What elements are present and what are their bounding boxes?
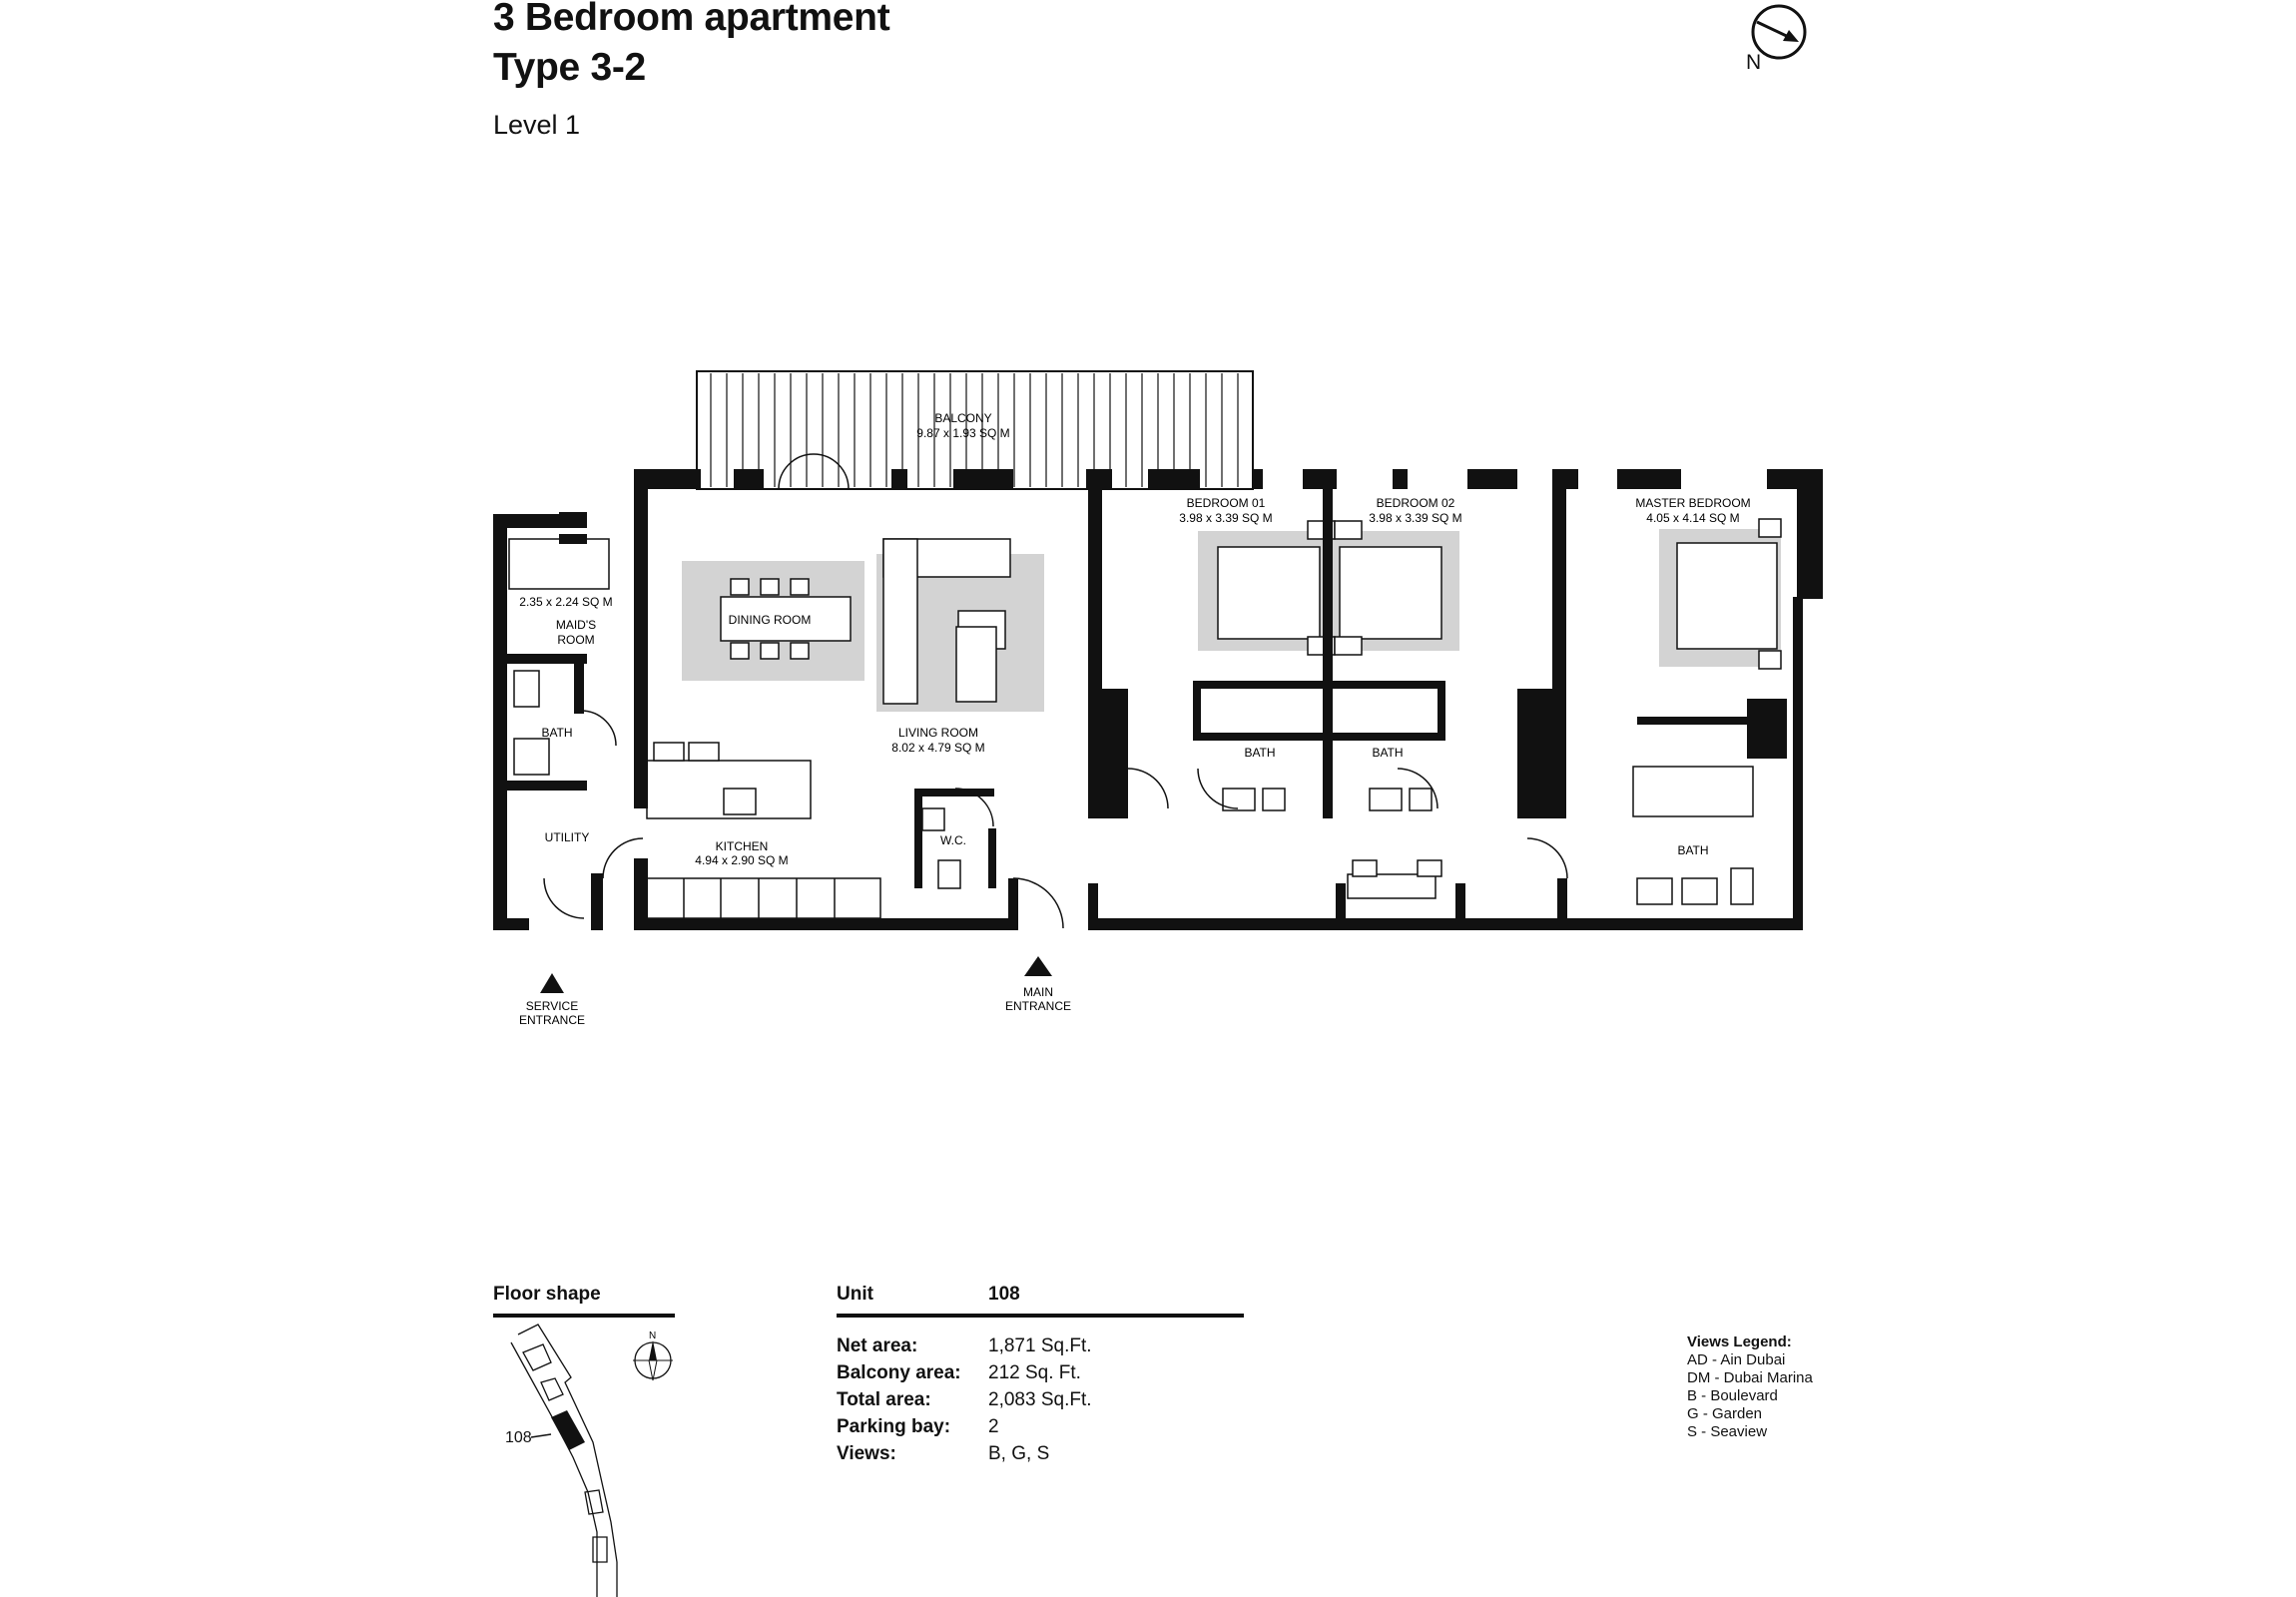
balcony-area-value: 212 Sq. Ft. (988, 1362, 1081, 1383)
service-entrance-arrow-icon (540, 973, 564, 993)
floor-shape-diagram (493, 1323, 693, 1597)
wc-label: W.C. (940, 833, 966, 847)
master-label: MASTER BEDROOM (1635, 496, 1751, 510)
bedroom2-label: BEDROOM 02 (1376, 496, 1455, 510)
utility-label: UTILITY (544, 830, 590, 844)
unit-info-table (837, 1335, 1256, 1470)
unit-info-row-balcony (837, 1362, 1256, 1389)
main-entrance-label-2: ENTRANCE (1004, 999, 1072, 1013)
views-legend-item: AD - Ain Dubai (1687, 1351, 1786, 1368)
level-label: Level 1 (493, 110, 581, 140)
unit-info-row-net (837, 1335, 1256, 1362)
floor-shape-unit-label: 108 (505, 1429, 532, 1446)
floor-shape-compass-icon (633, 1331, 673, 1380)
kitchen-label: KITCHEN (715, 839, 769, 853)
unit-info-row-total (837, 1389, 1256, 1416)
parking-bay-key: Parking bay: (837, 1416, 951, 1437)
unit-info-row-views (837, 1443, 1256, 1470)
views-legend-item: DM - Dubai Marina (1687, 1369, 1813, 1386)
walls (493, 469, 1823, 930)
bedroom1-size: 3.98 x 3.39 SQ M (1179, 511, 1273, 525)
parking-bay-value: 2 (988, 1416, 999, 1437)
living-label: LIVING ROOM (897, 726, 979, 740)
balcony-label: BALCONY (934, 411, 992, 425)
unit-key: Unit (837, 1284, 873, 1305)
bath2-label: BATH (1372, 746, 1404, 760)
north-label: N (1746, 51, 1762, 74)
unit-info-rule (837, 1314, 1244, 1318)
total-area-key: Total area: (837, 1389, 931, 1410)
views-key: Views: (837, 1443, 896, 1464)
unit-type-title: Type 3-2 (493, 46, 646, 89)
maid-label-2: ROOM (557, 633, 595, 647)
net-area-value: 1,871 Sq.Ft. (988, 1335, 1092, 1356)
svg-text:N: N (649, 1331, 657, 1341)
maid-bath-label: BATH (541, 726, 573, 740)
unit-info-row-parking (837, 1416, 1256, 1443)
unit-value: 108 (988, 1284, 1020, 1305)
kitchen-units (647, 743, 1441, 918)
master-bath-label: BATH (1677, 843, 1709, 857)
main-entrance-arrow-icon (1024, 956, 1052, 976)
total-area-value: 2,083 Sq.Ft. (988, 1389, 1092, 1410)
views-legend-item: B - Boulevard (1687, 1387, 1778, 1404)
floor-shape-heading: Floor shape (493, 1284, 601, 1305)
maid-size: 2.35 x 2.24 SQ M (519, 595, 613, 609)
master-size: 4.05 x 4.14 SQ M (1646, 511, 1740, 525)
maid-label-1: MAID'S (555, 618, 597, 632)
balcony-area-key: Balcony area: (837, 1362, 961, 1383)
page-title: 3 Bedroom apartment (493, 0, 890, 39)
kitchen-size: 4.94 x 2.90 SQ M (695, 853, 789, 867)
bath1-label: BATH (1244, 746, 1276, 760)
balcony-size: 9.87 x 1.93 SQ M (916, 426, 1010, 440)
living-size: 8.02 x 4.79 SQ M (891, 741, 985, 755)
unit-108-highlight (551, 1410, 585, 1450)
net-area-key: Net area: (837, 1335, 918, 1356)
dining-label: DINING ROOM (728, 613, 812, 627)
bedroom1-label: BEDROOM 01 (1186, 496, 1266, 510)
views-legend-item: S - Seaview (1687, 1423, 1768, 1440)
service-entrance-label-1: SERVICE (525, 999, 579, 1013)
floor-shape-rule (493, 1314, 675, 1318)
views-legend-title: Views Legend: (1687, 1333, 1792, 1350)
views-value: B, G, S (988, 1443, 1050, 1464)
bedroom2-size: 3.98 x 3.39 SQ M (1369, 511, 1462, 525)
service-entrance-label-2: ENTRANCE (518, 1013, 586, 1027)
views-legend (1687, 1333, 1813, 1441)
views-legend-item: G - Garden (1687, 1405, 1763, 1422)
main-entrance-label-1: MAIN (1023, 985, 1053, 999)
